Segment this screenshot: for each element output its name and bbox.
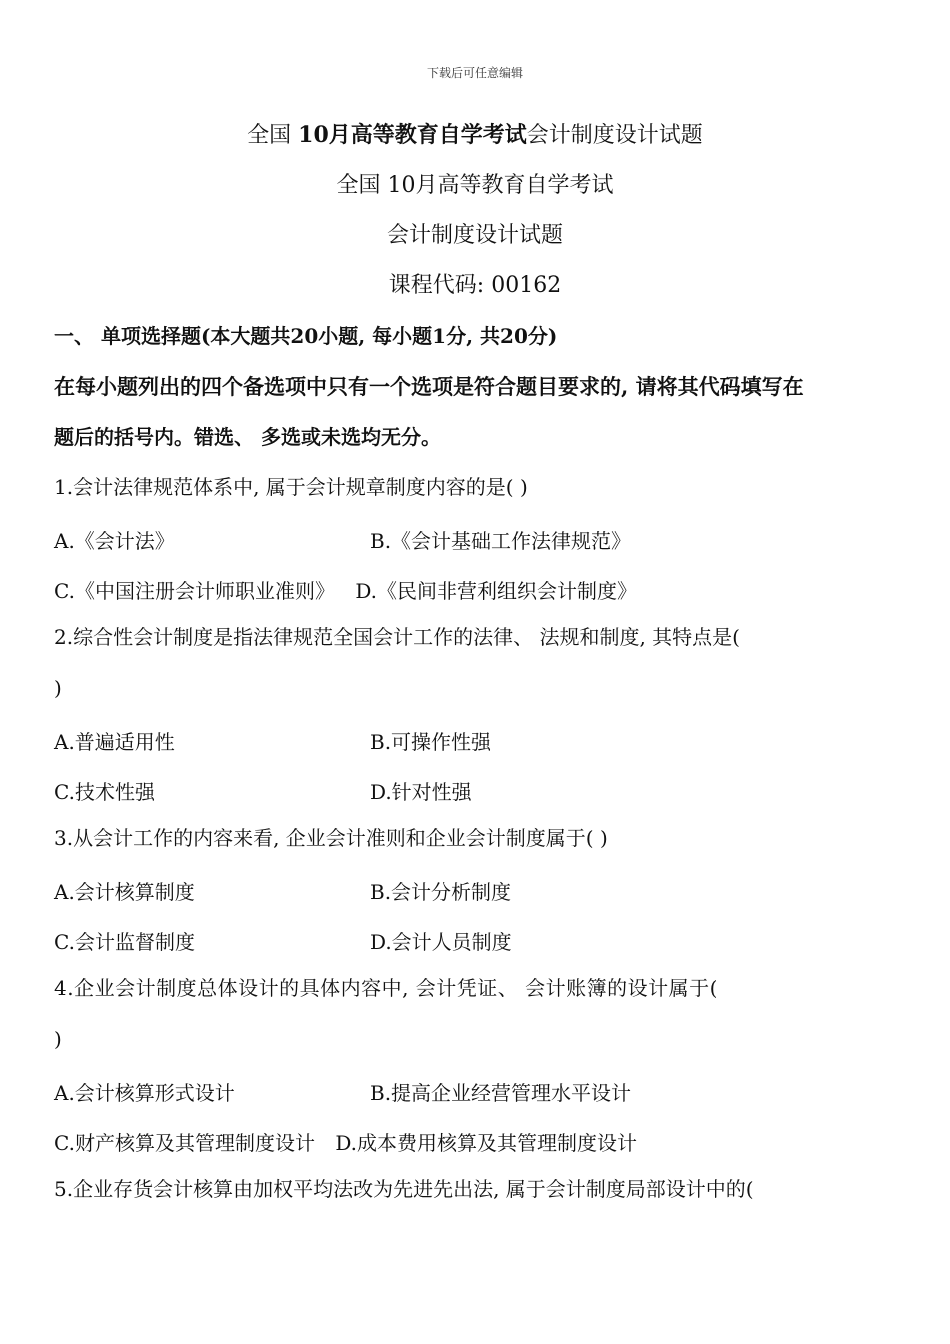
question-2-option-d: D.针对性强 — [370, 780, 472, 804]
question-4-option-b: B.提高企业经营管理水平设计 — [370, 1081, 632, 1105]
question-3-option-d: D.会计人员制度 — [370, 930, 512, 954]
question-1-stem: 1.会计法律规范体系中, 属于会计规章制度内容的是( ) — [54, 475, 528, 499]
question-1-option-c: C.《中国注册会计师职业准则》 — [54, 579, 335, 603]
question-3-stem: 3.从会计工作的内容来看, 企业会计准则和企业会计制度属于( ) — [54, 826, 608, 850]
question-5-stem: 5.企业存货会计核算由加权平均法改为先进先出法, 属于会计制度局部设计中的( — [54, 1177, 754, 1201]
instruction-line-1: 在每小题列出的四个备选项中只有一个选项是符合题目要求的, 请将其代码填写在 — [54, 374, 804, 399]
question-3-options-cd — [54, 926, 914, 954]
question-2-option-b: B.可操作性强 — [370, 730, 492, 754]
question-1-option-b: B.《会计基础工作法律规范》 — [370, 529, 632, 553]
question-2-options-cd — [54, 776, 914, 804]
question-3-option-b: B.会计分析制度 — [370, 880, 512, 904]
question-3-options-ab — [54, 876, 914, 904]
question-2-options-ab — [54, 726, 914, 754]
title-part1: 全国 — [247, 123, 299, 148]
question-4-option-c: C.财产核算及其管理制度设计 — [54, 1131, 315, 1155]
question-4-options-cd — [54, 1127, 914, 1155]
title-part2: 10月高等教育自学考试 — [298, 122, 527, 148]
question-1-options-ab — [54, 525, 914, 553]
question-4-options-ab — [54, 1077, 914, 1105]
subtitle-exam: 全国 10月高等教育自学考试 — [336, 173, 614, 198]
question-2-stem-cont: ) — [54, 676, 62, 700]
header-note: 下载后可任意编辑 — [426, 66, 523, 80]
title-part3: 会计制度设计试题 — [526, 123, 703, 148]
question-2-stem: 2.综合性会计制度是指法律规范全国会计工作的法律、 法规和制度, 其特点是( — [54, 625, 740, 649]
course-code: 课程代码: 00162 — [388, 273, 562, 298]
question-4-option-a: A.会计核算形式设计 — [54, 1081, 235, 1105]
question-2-option-c: C.技术性强 — [54, 780, 155, 804]
section-heading: 一、 单项选择题(本大题共20小题, 每小题1分, 共20分) — [54, 324, 558, 348]
question-4-stem: 4.企业会计制度总体设计的具体内容中, 会计凭证、 会计账簿的设计属于( — [54, 976, 718, 1000]
subtitle-course: 会计制度设计试题 — [386, 223, 563, 248]
question-3-option-a: A.会计核算制度 — [54, 880, 195, 904]
question-2-option-a: A.普遍适用性 — [54, 730, 175, 754]
instruction-line-2: 题后的括号内。错选、 多选或未选均无分。 — [54, 425, 441, 449]
question-3-option-c: C.会计监督制度 — [54, 930, 195, 954]
question-1-option-d: D.《民间非营利组织会计制度》 — [355, 579, 637, 603]
question-1-option-a: A.《会计法》 — [54, 529, 175, 553]
question-4-option-d: D.成本费用核算及其管理制度设计 — [335, 1131, 637, 1155]
question-1-options-cd — [54, 575, 914, 603]
document-title — [0, 122, 950, 149]
question-4-stem-cont: ) — [54, 1027, 62, 1051]
